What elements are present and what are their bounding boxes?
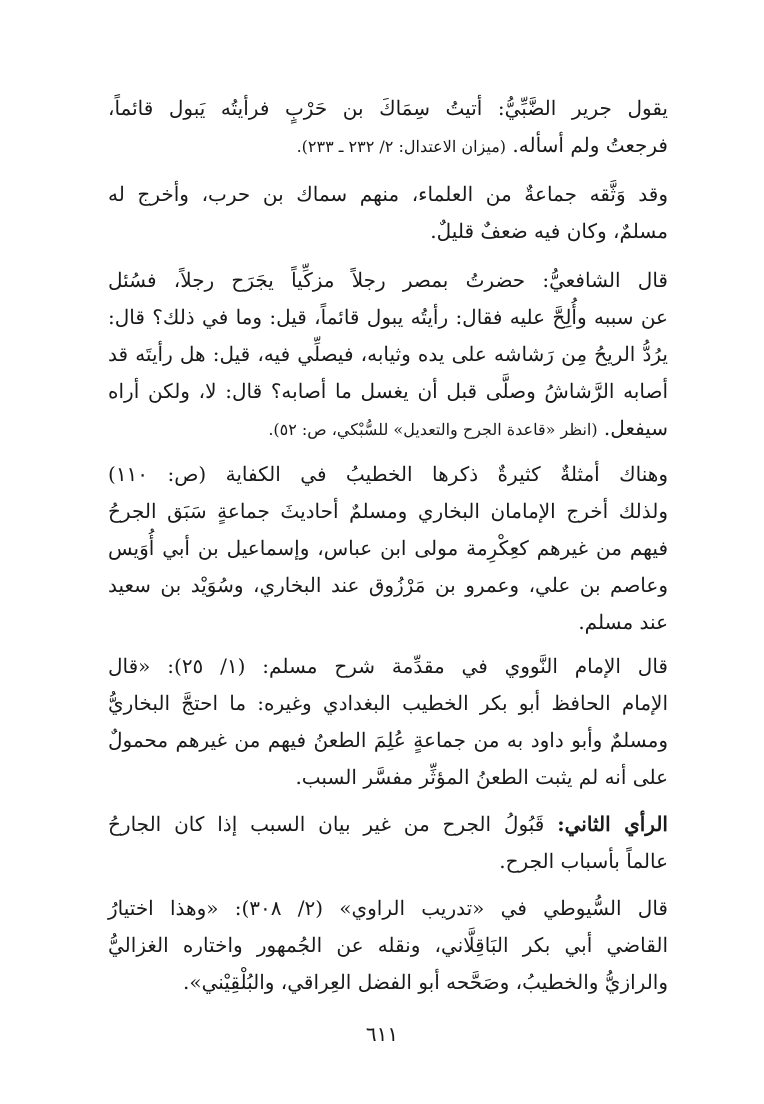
text-line: قال الشافعيُّ: حضرتُ بمصر رجلاً مزكِّياً يجَرَح رجلاً، فسُئل (108, 268, 668, 292)
text-line: يقول جرير الضَّبِّيُّ: أتيتُ سِمَاكَ بن حَرْبٍ فرأيتُه يَبول قائماً، (108, 96, 668, 120)
paragraph-6 (108, 806, 668, 880)
citation: (ميزان الاعتدال: ٢/ ٢٣٢ ـ ٢٣٣). (296, 137, 507, 156)
paragraph-1 (108, 90, 668, 164)
text-line: الإمام الحافظ أبو بكر الخطيب البغدادي وغيره: ما احتجَّ البخاريُّ (108, 691, 668, 715)
text-line: ومسلمٌ وأبو داود به من جماعةٍ عُلِمَ الطعنُ فيهم من غيرهم محمولٌ (108, 728, 668, 752)
paragraph-7 (108, 890, 668, 1001)
text-line: والرازيُّ والخطيبُ، وصَحَّحه أبو الفضل العِراقي، والبُلْقِيْني». (183, 970, 668, 994)
text-line: وعاصم بن علي، وعمرو بن مَرْزُوق عند البخاري، وسُوَيْد بن سعيد (108, 573, 668, 597)
text-line: قال الإمام النَّووي في مقدِّمة شرح مسلم: (١/ ٢٥): «قال (108, 654, 668, 678)
text-line: يرُدُّ الريحُ مِن رَشاشه على يده وثيابه، فيصلِّي فيه، قيل: هل رأيتَه قد (108, 342, 668, 366)
citation: (انظر «قاعدة الجرح والتعديل» للسُّبْكي، ص: ٥٢). (268, 420, 598, 439)
text-line (108, 410, 668, 447)
text-line: على أنه لم يثبت الطعنُ المؤثِّر مفسَّر السبب. (295, 765, 668, 789)
paragraph-5 (108, 648, 668, 796)
text-line: مسلمٌ، وكان فيه ضعفٌ قليلٌ. (430, 219, 668, 243)
text-line: قال السُّيوطي في «تدريب الراوي» (٢/ ٣٠٨): «وهذا اختيارُ (108, 896, 668, 920)
text-line (108, 806, 668, 843)
section-heading: الرأي الثاني: (557, 812, 668, 836)
text-line (108, 127, 668, 164)
text-span: قَبُولُ الجرح من غير بيان السبب إذا كان الجارحُ (108, 812, 558, 836)
text-line: عند مسلم. (578, 610, 668, 634)
paragraph-2 (108, 176, 668, 250)
paragraph-4 (108, 456, 668, 641)
text-line: وقد وَثَّقه جماعةٌ من العلماء، منهم سماك بن حرب، وأخرج له (108, 182, 668, 206)
text-line: أصابه الرَّشاشُ وصلَّى قبل أن يغسل ما أصابه؟ قال: لا، ولكن أراه (108, 379, 668, 403)
text-line: عالماً بأسباب الجرح. (499, 849, 668, 873)
text-line: فيهم من غيرهم كعِكْرِمة مولى ابن عباس، وإسماعيل بن أبي أُوَيس (108, 536, 668, 560)
text-line: وهناك أمثلةٌ كثيرةٌ ذكرها الخطيبُ في الكفاية (ص: ١١٠) (108, 462, 668, 486)
text-line: عن سببه وأُلِحَّ عليه فقال: رأيتُه يبول قائماً، قيل: وما في ذلك؟ قال: (108, 305, 668, 329)
page-number: ٦١١ (365, 1022, 399, 1046)
text-line: القاضي أبي بكر البَاقِلَّاني، ونقله عن الجُمهور واختاره الغزاليُّ (108, 933, 668, 957)
text-span: فرجعتُ ولم أسأله. (506, 133, 668, 157)
paragraph-3 (108, 262, 668, 447)
text-span: سيفعل. (597, 416, 668, 440)
text-line: ولذلك أخرج الإمامان البخاري ومسلمٌ أحاديثَ جماعةٍ سَبَق الجرحُ (108, 499, 668, 523)
